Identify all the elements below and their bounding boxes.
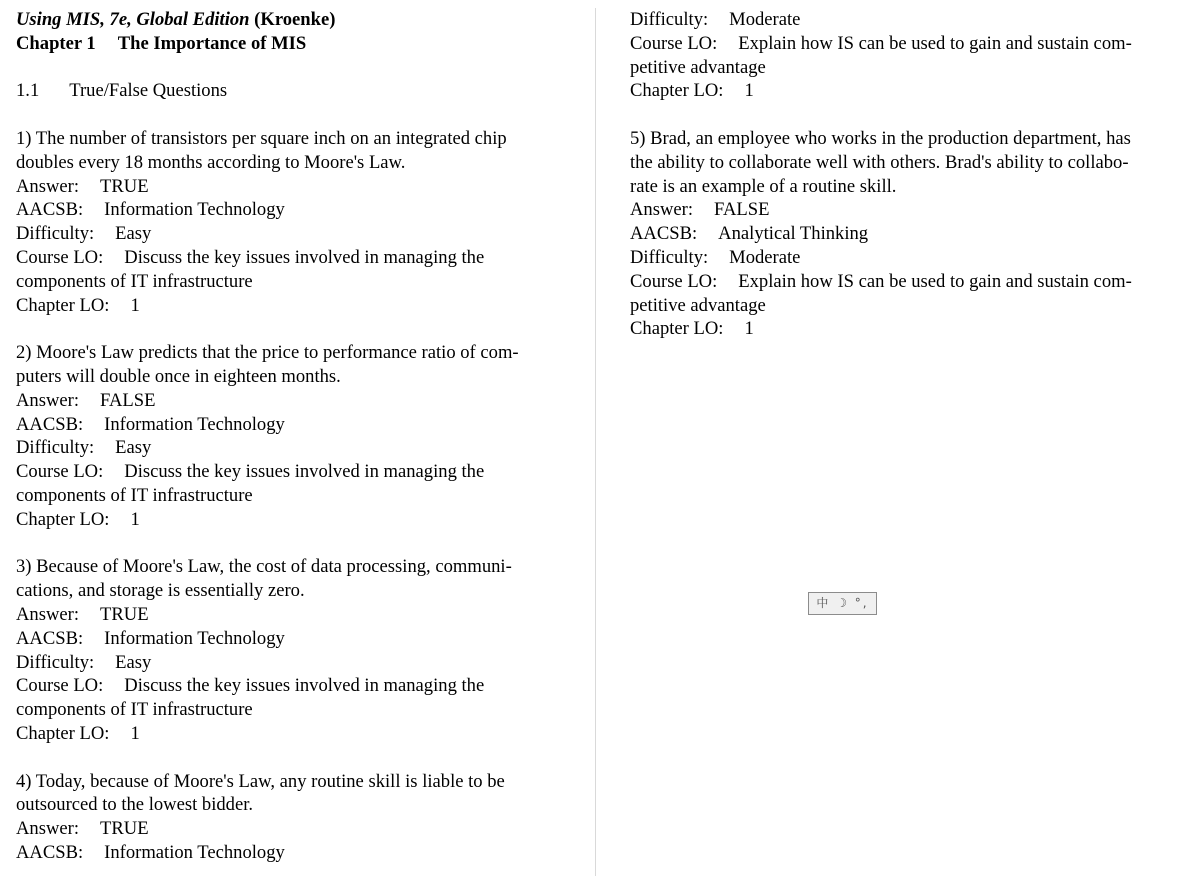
aacsb-row: [16, 627, 576, 651]
course-lo-continuation: petitive advantage: [630, 56, 766, 78]
chapter-title: The Importance of MIS: [117, 32, 307, 54]
course-lo-value: Discuss the key issues involved in managing the: [124, 246, 485, 268]
chapter-lo-row: [16, 294, 576, 318]
chapter-lo-value: 1: [130, 508, 140, 530]
difficulty-value: Easy: [115, 651, 152, 673]
question-text: 3) Because of Moore's Law, the cost of data processing, communi-: [16, 556, 512, 578]
course-lo-label: Course LO:: [630, 32, 718, 54]
course-lo-row: [16, 246, 576, 270]
course-lo-label: Course LO:: [630, 270, 718, 292]
chapter-number: Chapter 1: [16, 32, 96, 54]
course-lo-value: Discuss the key issues involved in managing the: [124, 675, 485, 697]
right-column: [630, 8, 1175, 341]
chapter-lo-value: 1: [744, 318, 754, 340]
question-text: doubles every 18 months according to Moore's Law.: [16, 151, 406, 173]
difficulty-row: [16, 222, 576, 246]
answer-row: [630, 198, 1175, 222]
difficulty-row: [630, 8, 1175, 32]
course-lo-continuation: components of IT infrastructure: [16, 484, 253, 506]
chapter-lo-value: 1: [130, 294, 140, 316]
question-5: [630, 127, 1175, 341]
difficulty-row: [16, 651, 576, 675]
question-text: puters will double once in eighteen months.: [16, 365, 341, 387]
question-text: rate is an example of a routine skill.: [630, 175, 897, 197]
answer-label: Answer:: [16, 175, 79, 197]
aacsb-label: AACSB:: [16, 199, 84, 221]
chapter-lo-label: Chapter LO:: [630, 318, 724, 340]
aacsb-value: Information Technology: [104, 841, 285, 863]
course-lo-value: Discuss the key issues involved in managing the: [124, 461, 485, 483]
chapter-lo-row: [16, 508, 576, 532]
question-2: [16, 341, 576, 531]
answer-label: Answer:: [16, 603, 79, 625]
answer-label: Answer:: [630, 199, 693, 221]
chapter-lo-row: [16, 722, 576, 746]
difficulty-value: Moderate: [729, 9, 801, 30]
aacsb-label: AACSB:: [16, 627, 84, 649]
course-lo-row: [16, 460, 576, 484]
chapter-lo-row: [630, 79, 1175, 103]
aacsb-label: AACSB:: [630, 223, 698, 245]
course-lo-row: [630, 32, 1175, 56]
question-text: 4) Today, because of Moore's Law, any routine skill is liable to be: [16, 770, 505, 792]
left-column: [16, 8, 576, 865]
difficulty-row: [630, 246, 1175, 270]
course-lo-label: Course LO:: [16, 675, 104, 697]
chapter-lo-row: [630, 317, 1175, 341]
course-lo-value: Explain how IS can be used to gain and sustain com-: [738, 270, 1132, 292]
course-lo-continuation: components of IT infrastructure: [16, 699, 253, 721]
book-author: (Kroenke): [249, 9, 336, 30]
chapter-lo-value: 1: [744, 80, 754, 102]
difficulty-value: Moderate: [729, 246, 801, 268]
aacsb-label: AACSB:: [16, 841, 84, 863]
aacsb-value: Information Technology: [104, 199, 285, 221]
book-title: Using MIS, 7e, Global Edition: [16, 9, 250, 30]
answer-row: [16, 817, 576, 841]
question-text: cations, and storage is essentially zero.: [16, 580, 305, 602]
answer-row: [16, 603, 576, 627]
chapter-lo-label: Chapter LO:: [630, 80, 724, 102]
answer-value: TRUE: [100, 818, 149, 840]
answer-label: Answer:: [16, 389, 79, 411]
difficulty-label: Difficulty:: [16, 437, 95, 459]
aacsb-row: [16, 413, 576, 437]
course-lo-label: Course LO:: [16, 246, 104, 268]
question-3: [16, 555, 576, 745]
course-lo-row: [16, 674, 576, 698]
difficulty-label: Difficulty:: [16, 223, 95, 245]
aacsb-value: Information Technology: [104, 627, 285, 649]
question-text: outsourced to the lowest bidder.: [16, 794, 254, 816]
difficulty-row: [16, 436, 576, 460]
difficulty-label: Difficulty:: [16, 651, 95, 673]
chapter-lo-label: Chapter LO:: [16, 508, 110, 530]
aacsb-value: Analytical Thinking: [718, 223, 869, 245]
course-lo-row: [630, 270, 1175, 294]
answer-value: FALSE: [100, 389, 156, 411]
question-text: the ability to collaborate well with others. Brad's ability to collabo-: [630, 151, 1129, 173]
aacsb-row: [630, 222, 1175, 246]
question-1: [16, 127, 576, 317]
chapter-lo-label: Chapter LO:: [16, 294, 110, 316]
course-lo-continuation: components of IT infrastructure: [16, 270, 253, 292]
chapter-lo-value: 1: [130, 722, 140, 744]
question-text: 1) The number of transistors per square inch on an integrated chip: [16, 127, 507, 149]
question-4-continued: [630, 8, 1175, 103]
section-number: 1.1: [16, 80, 40, 102]
difficulty-label: Difficulty:: [630, 9, 709, 30]
answer-label: Answer:: [16, 818, 79, 840]
answer-row: [16, 389, 576, 413]
course-lo-value: Explain how IS can be used to gain and sustain com-: [738, 32, 1132, 54]
question-text: 5) Brad, an employee who works in the production department, has: [630, 127, 1131, 149]
question-text: 2) Moore's Law predicts that the price to performance ratio of com-: [16, 342, 519, 364]
document-header: [16, 8, 576, 32]
aacsb-value: Information Technology: [104, 413, 285, 435]
answer-row: [16, 175, 576, 199]
section-title: True/False Questions: [69, 80, 228, 102]
aacsb-row: [16, 841, 576, 865]
column-divider: [595, 8, 596, 876]
course-lo-continuation: petitive advantage: [630, 294, 766, 316]
aacsb-label: AACSB:: [16, 413, 84, 435]
chapter-lo-label: Chapter LO:: [16, 722, 110, 744]
answer-value: TRUE: [100, 603, 149, 625]
difficulty-label: Difficulty:: [630, 246, 709, 268]
difficulty-value: Easy: [115, 223, 152, 245]
chapter-heading: [16, 32, 576, 56]
ime-toolbar[interactable]: 中 ☽ °,: [808, 592, 877, 615]
question-4: [16, 770, 576, 865]
aacsb-row: [16, 198, 576, 222]
course-lo-label: Course LO:: [16, 461, 104, 483]
answer-value: FALSE: [714, 199, 770, 221]
answer-value: TRUE: [100, 175, 149, 197]
difficulty-value: Easy: [115, 437, 152, 459]
section-heading: [16, 79, 576, 103]
